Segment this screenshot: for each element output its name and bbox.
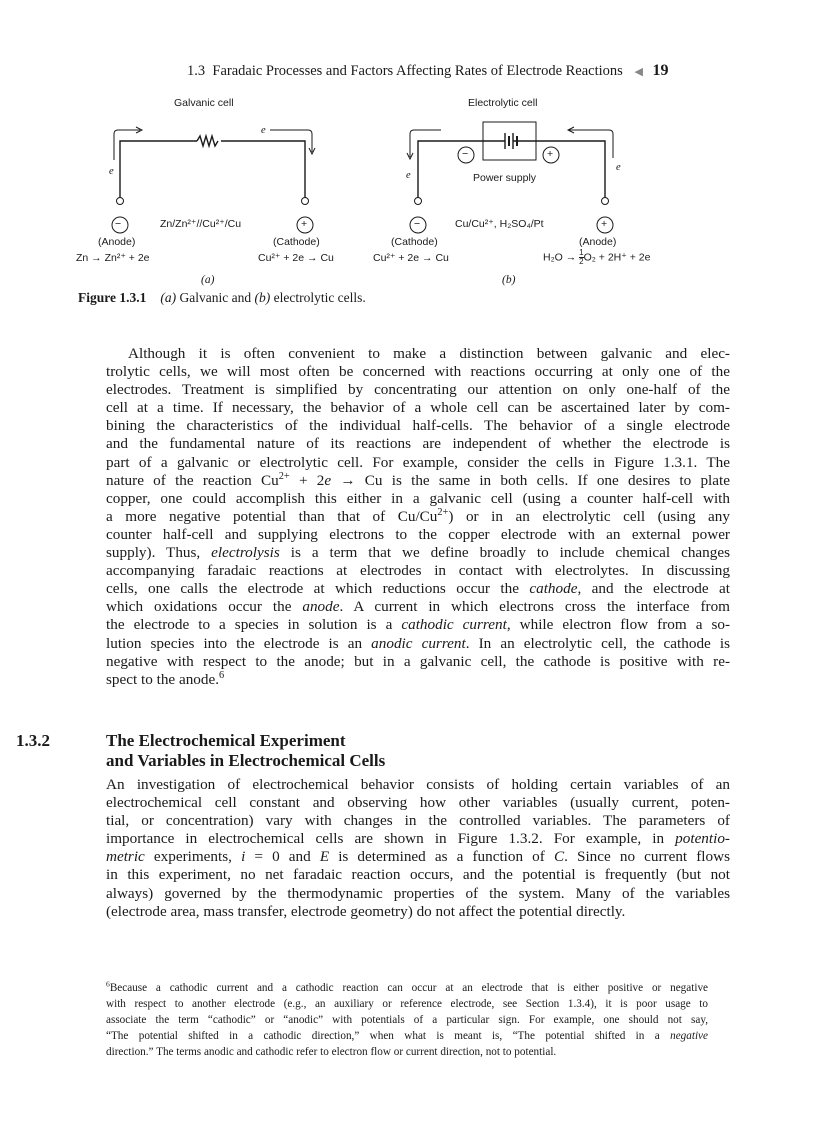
electrolytic-cell-notation: Cu/Cu²⁺, H₂SO₄/Pt <box>455 218 544 230</box>
text-line: importance in electrochemical cells are shown in Figure 1.3.2. For example, in potentio- <box>106 830 730 848</box>
cathode-reaction-a: Cu²⁺ + 2e → Cu <box>258 252 334 264</box>
electron-label-a-left: e <box>109 166 114 177</box>
footnote-marker: 6 <box>106 979 110 989</box>
text-line: part of a galvanic or electrolytic cell. For example, consider the cells in Figure 1.3.1. The <box>106 453 730 471</box>
text-line: cell at a time. If necessary, the behavior of a whole cell can be ascertained later by com- <box>106 399 730 417</box>
text-line: bining the characteristics of the individual half-cells. The behavior of a single electrode <box>106 417 730 435</box>
anode-sign-b: + <box>601 218 608 230</box>
text-line: electrochemical cell constant and observing how other variables (usually current, poten- <box>106 794 730 812</box>
text-line: which oxidations occur the anode. A current in which electrons cross the interface from <box>106 598 730 616</box>
text-line: spect to the anode.$^6$ <box>106 669 225 688</box>
term-cathode: cathode <box>529 580 578 598</box>
text-line: accompanying faradaic reactions at electrodes in contact with electrolytes. In discussing <box>106 562 730 580</box>
electron-label-a-top: e <box>261 125 266 136</box>
text-line: (electrode area, mass transfer, electrode geometry) do not affect the potential directly. <box>106 902 626 920</box>
text-line: copper, one could accomplish this either in a galvanic cell (using a counter half-cell with <box>106 489 730 507</box>
galvanic-cell-title: Galvanic cell <box>174 97 234 109</box>
paragraph-1 <box>106 345 730 689</box>
anode-role-a: (Anode) <box>98 236 136 248</box>
footnote-line: $^6$Because a cathodic current and a cathodic reaction can occur at an electrode that is either positive or negative <box>106 979 708 994</box>
fraction-half: $\frac{1}{2}$ <box>579 248 584 266</box>
text-line: in this experiment, no net faradaic reaction occurs, and the potential is frequently (but not <box>106 866 730 884</box>
panel-a-sublabel: (a) <box>201 274 215 286</box>
text-line: electrodes. Treatment is simplified by concentrating our attention on only one-half of the <box>106 381 730 399</box>
cathode-role-a: (Cathode) <box>273 236 320 248</box>
term-anode: anode <box>302 598 340 616</box>
power-supply-label: Power supply <box>473 172 537 184</box>
footnote-6 <box>106 980 708 1060</box>
power-supply-neg: − <box>462 148 469 160</box>
figure-caption-label: Figure 1.3.1 <box>78 290 147 305</box>
paragraph-2 <box>106 776 730 921</box>
text-line: supply). Thus, electrolysis is a term that we define broadly to include chemical changes <box>106 544 731 562</box>
text-line: An investigation of electrochemical behavior consists of holding certain variables of an <box>106 776 730 793</box>
text-line: negative with respect to the anode; but in a galvanic cell, the cathode is positive with re- <box>106 652 730 670</box>
text-line: cells, one calls the electrode at which reductions occur the cathode, and the electrode at <box>106 580 731 598</box>
text-line: lution species into the electrode is an anodic current. In an electrolytic cell, the cathode is <box>106 634 730 652</box>
anode-role-b: (Anode) <box>579 236 617 248</box>
text-line: Although it is often convenient to make a distinction between galvanic and elec- <box>128 345 730 362</box>
anode-sign-a: − <box>115 218 122 230</box>
term-cathodic-current: cathodic current <box>401 616 507 634</box>
text-line: metric experiments, i = 0 and E is determined as a function of C. Since no current flows <box>106 848 730 866</box>
footnote-line: direction.” The terms anodic and cathodic refer to electron flow or current direction, not to potential. <box>106 1046 557 1058</box>
running-head-section: 1.3 <box>187 63 206 79</box>
cathode-sign-b: − <box>414 218 421 230</box>
electron-label-b-right: e <box>616 162 621 173</box>
electrolytic-cell-title: Electrolytic cell <box>468 97 538 109</box>
text-line: the electrode to a species in solution is a cathodic current, while electron flow from a so- <box>106 616 731 634</box>
text-line: always) governed by the thermodynamic properties of the system. Many of the variables <box>106 884 730 902</box>
anode-reaction-b-suffix: O₂ + 2H⁺ + 2e <box>583 251 651 264</box>
text-line: counter half-cell and supplying electrons to the copper electrode with an external power <box>106 525 730 543</box>
triangle-left-icon: ◀ <box>634 66 643 78</box>
text-line: a more negative potential than that of $Cu/Cu^{2+}$) or in an electrolytic cell (using any <box>106 506 730 525</box>
section-heading <box>16 731 385 771</box>
footnote-line: “The potential shifted in a cathodic direction,” when what is meant is, “The potential shifted in a negative <box>106 1030 708 1042</box>
text-line: nature of the reaction $Cu^{2+} + 2e \to Cu$ is the same in both cells. If one desires to plate <box>106 470 730 489</box>
anode-reaction-b-prefix: H₂O → <box>543 251 580 264</box>
panel-b-sublabel: (b) <box>502 274 516 286</box>
term-potentiometric: potentio- <box>675 830 730 848</box>
footnote-ref-6[interactable]: 6 <box>219 669 225 681</box>
footnote-line: with respect to another electrode (e.g., an auxiliary or reference electrode, see Section 1.3.4), it is poor usage to <box>106 998 708 1010</box>
page-number: 19 <box>652 62 669 79</box>
cathode-role-b: (Cathode) <box>391 236 438 248</box>
section-title-line1: The Electrochemical Experiment <box>106 731 346 750</box>
figure-1-3-1 <box>0 0 816 300</box>
text-line: and the fundamental nature of its reactions are independent of whether the electrode is <box>106 435 730 453</box>
galvanic-cell-notation: Zn/Zn²⁺//Cu²⁺/Cu <box>160 218 242 230</box>
power-supply-pos: + <box>547 148 554 160</box>
section-title-line2: and Variables in Electrochemical Cells <box>106 751 386 770</box>
anode-reaction-a: Zn → Zn²⁺ + 2e <box>76 252 150 264</box>
figure-caption: Figure 1.3.1 (a) Galvanic and (b) electrolytic cells. <box>78 290 366 305</box>
term-electrolysis: electrolysis <box>211 544 280 562</box>
running-head-title: Faradaic Processes and Factors Affecting Rates of Electrode Reactions <box>212 63 623 79</box>
footnote-line: associate the term “cathodic” or “anodic” with potentials of a particular sign. For example, one should not say, <box>106 1014 708 1026</box>
term-anodic-current: anodic current <box>371 634 466 652</box>
anode-reaction-b <box>543 249 650 266</box>
electron-label-b-left: e <box>406 170 411 181</box>
section-number: 1.3.2 <box>16 731 50 750</box>
cathode-reaction-b: Cu²⁺ + 2e → Cu <box>373 252 449 264</box>
text-line: tial, or concentration) vary with changes in the controlled variables. The parameters of <box>106 812 730 830</box>
text-line: trolytic cells, we will most often be concerned with reactions occurring at only one of the <box>106 363 730 381</box>
cathode-sign-a: + <box>301 218 308 230</box>
